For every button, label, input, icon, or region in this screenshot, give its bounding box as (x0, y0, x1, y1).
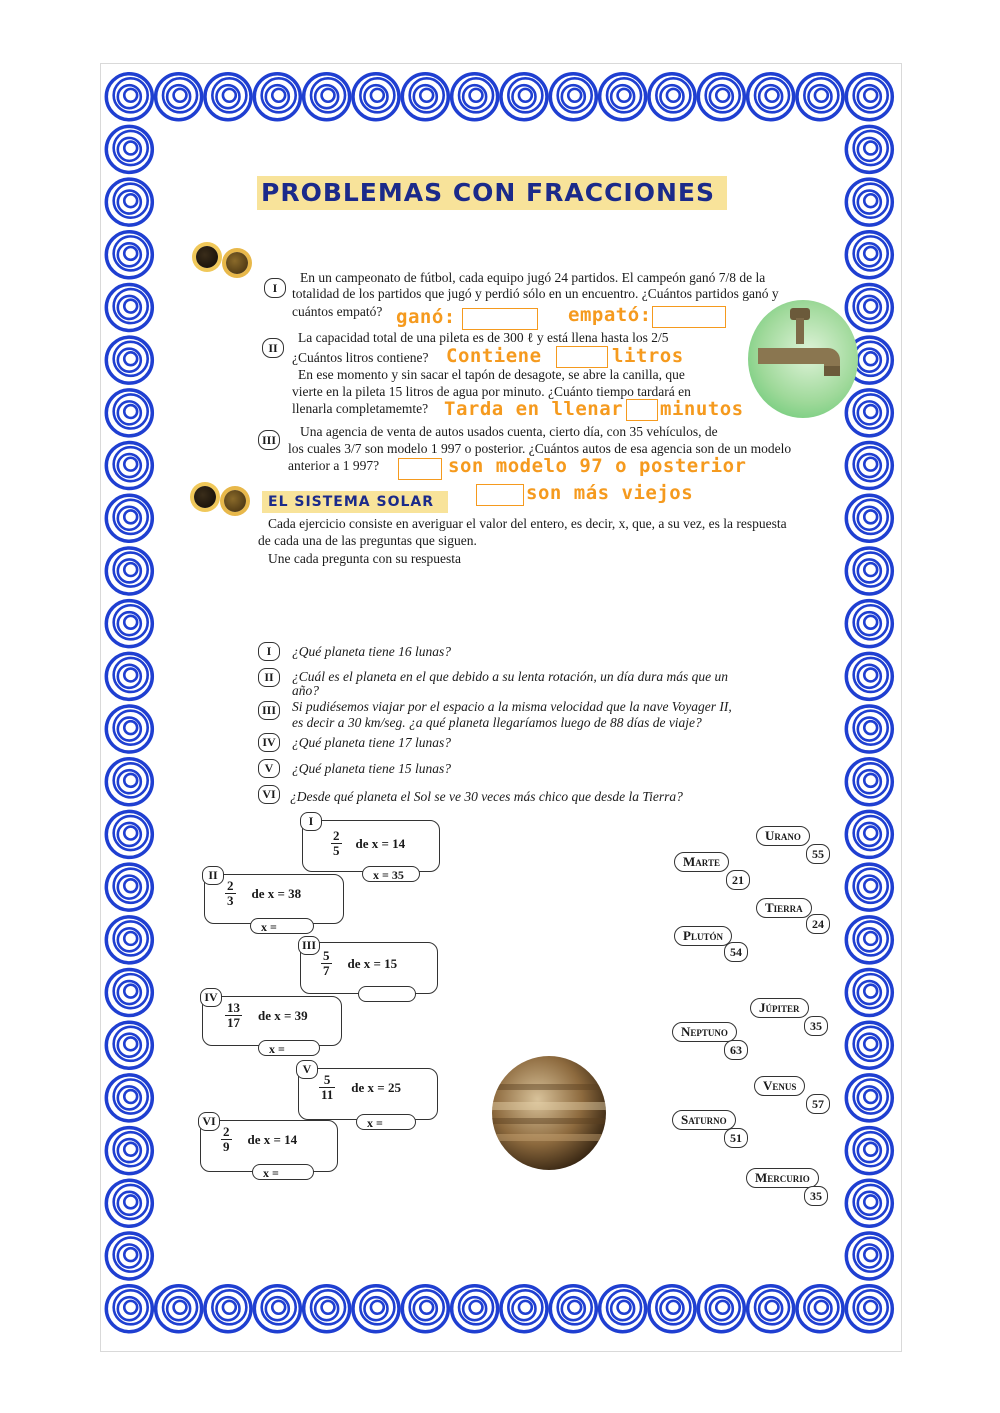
solar-instruction: Une cada pregunta con su respuesta (268, 551, 462, 566)
solar-intro-line-2: de cada una de las preguntas que siguen. (258, 533, 477, 548)
decorative-dot-icon (196, 246, 218, 268)
older-cars-label: son más viejos (526, 482, 694, 504)
problem-3-line-1: Una agencia de venta de autos usados cuenta, cierto día, con 35 vehículos, de (300, 424, 718, 439)
fraction-card-2 (204, 874, 344, 924)
liters-answer-input[interactable] (556, 346, 608, 368)
problem-3-number: III (258, 430, 280, 450)
equation-5: de x = 25 (351, 1079, 401, 1095)
tied-answer-input[interactable] (652, 306, 726, 328)
card-2-result-input[interactable]: x = (250, 918, 314, 934)
card-4-result-input[interactable]: x = (258, 1040, 320, 1056)
card-5-result-input[interactable]: x = (356, 1114, 416, 1130)
card-6-number: VI (198, 1112, 220, 1131)
fraction-1: $\frac{2}{5}$ (333, 828, 340, 858)
card-3-number: III (298, 936, 320, 955)
won-answer-input[interactable] (462, 308, 538, 330)
question-4-text: ¿Qué planeta tiene 17 lunas? (292, 735, 451, 750)
fraction-5: $\frac{5}{11}$ (321, 1072, 334, 1102)
fraction-card-1 (302, 820, 440, 872)
problem-2-line-5: llenarla completamemte? (292, 401, 429, 416)
equation-2: de x = 38 (251, 885, 302, 901)
question-6-text: ¿Desde qué planeta el Sol se ve 30 veces más chico que desde la Tierra? (290, 789, 683, 804)
fraction-3: $\frac{5}{7}$ (323, 948, 330, 978)
tied-label: empató: (568, 304, 652, 326)
minutes-label: minutos (660, 398, 744, 420)
planet-pluto[interactable]: Plutón (674, 926, 732, 946)
card-2-number: II (202, 866, 224, 885)
card-6-result-input[interactable]: x = (252, 1164, 314, 1180)
equation-4: de x = 39 (258, 1007, 308, 1023)
card-5-number: V (296, 1060, 318, 1079)
planet-mercury-number: 35 (804, 1186, 828, 1206)
question-3-text: Si pudiésemos viajar por el espacio a la misma velocidad que la nave Voyager II, (292, 699, 732, 714)
question-5-text: ¿Qué planeta tiene 15 lunas? (292, 761, 451, 776)
planet-saturn[interactable]: Saturno (672, 1110, 736, 1130)
planet-uranus[interactable]: Urano (756, 826, 810, 846)
problem-2-line-2: ¿Cuántos litros contiene? (292, 350, 429, 365)
decorative-dot-icon (194, 486, 216, 508)
minutes-answer-input[interactable] (626, 399, 658, 421)
card-3-result-input[interactable] (358, 986, 416, 1002)
problem-2-number: II (262, 338, 284, 358)
fraction-card-5 (298, 1068, 438, 1120)
liters-label: litros (612, 345, 684, 367)
question-2-number: II (258, 668, 280, 687)
jupiter-image (490, 1054, 608, 1172)
question-6-number: VI (258, 785, 280, 804)
planet-venus[interactable]: Venus (754, 1076, 805, 1096)
newer-cars-label: son modelo 97 o posterior (448, 455, 747, 477)
problem-2-line-4: vierte en la pileta 15 litros de agua por minuto. ¿Cuánto tiempo tardará en (292, 384, 691, 399)
question-1-number: I (258, 642, 280, 661)
older-cars-answer-input[interactable] (476, 484, 524, 506)
fraction-card-4 (202, 996, 342, 1046)
question-4-number: IV (258, 733, 280, 752)
planet-pluto-number: 54 (724, 942, 748, 962)
newer-cars-answer-input[interactable] (398, 458, 442, 480)
equation-3: de x = 15 (347, 955, 398, 971)
problem-3-line-2: los cuales 3/7 son modelo 1 997 o posterior. ¿Cuántos autos de esa agencia son de un modelo (288, 441, 792, 456)
contains-label: Contiene (446, 345, 542, 367)
planet-neptune[interactable]: Neptuno (672, 1022, 737, 1042)
problem-2-line-3: En ese momento y sin sacar el tapón de desagote, se abre la canilla, que (298, 367, 685, 382)
problem-2-line-1: La capacidad total de una pileta es de 300 ℓ y está llena hasta los 2/5 (298, 330, 669, 345)
planet-uranus-number: 55 (806, 844, 830, 864)
planet-earth-number: 24 (806, 914, 830, 934)
fraction-6: $\frac{2}{9}$ (223, 1124, 230, 1154)
decorative-dot-icon (224, 490, 246, 512)
decorative-dot-icon (226, 252, 248, 274)
question-3-text-cont: es decir a 30 km/seg. ¿a qué planeta llegaríamos luego de 88 días de viaje? (292, 715, 702, 730)
question-2-text: ¿Cuál es el planeta en el que debido a su lenta rotación, un día dura más que un (292, 669, 728, 684)
card-1-number: I (300, 812, 322, 831)
page-title: PROBLEMAS CON FRACCIONES (257, 176, 727, 210)
planet-mars[interactable]: Marte (674, 852, 729, 872)
planet-mercury[interactable]: Mercurio (746, 1168, 819, 1188)
card-1-result-input[interactable]: x = 35 (362, 866, 420, 882)
equation-1: de x = 14 (355, 835, 406, 851)
problem-1-line-1: En un campeonato de fútbol, cada equipo jugó 24 partidos. El campeón ganó 7/8 de la (300, 270, 766, 285)
section-subtitle: EL SISTEMA SOLAR (262, 491, 448, 513)
question-1-text: ¿Qué planeta tiene 16 lunas? (292, 644, 451, 659)
solar-intro-line-1: Cada ejercicio consiste en averiguar el valor del entero, es decir, x, que, a su vez, es la respuesta (268, 516, 787, 531)
faucet-image (748, 300, 858, 418)
planet-neptune-number: 63 (724, 1040, 748, 1060)
planet-venus-number: 57 (806, 1094, 830, 1114)
equation-6: de x = 14 (247, 1131, 298, 1147)
question-2-text-cont: año? (292, 683, 319, 698)
planet-mars-number: 21 (726, 870, 750, 890)
won-label: ganó: (396, 306, 456, 328)
problem-1-line-2: totalidad de los partidos que jugó y perdió sólo en un encuentro. ¿Cuántos partidos ganó y (292, 286, 779, 301)
card-4-number: IV (200, 988, 222, 1007)
planet-earth[interactable]: Tierra (756, 898, 812, 918)
planet-jupiter-number: 35 (804, 1016, 828, 1036)
planet-jupiter[interactable]: Júpiter (750, 998, 809, 1018)
takes-label: Tarda en llenar (444, 398, 624, 420)
problem-1-number: I (264, 278, 286, 298)
fraction-4: $\frac{13}{17}$ (227, 1000, 240, 1030)
planet-saturn-number: 51 (724, 1128, 748, 1148)
problem-1-line-3: cuántos empató? (292, 304, 383, 319)
question-5-number: V (258, 759, 280, 778)
question-3-number: III (258, 701, 280, 720)
problem-3-line-3: anterior a 1 997? (288, 458, 380, 473)
fraction-2: $\frac{2}{3}$ (227, 878, 234, 908)
